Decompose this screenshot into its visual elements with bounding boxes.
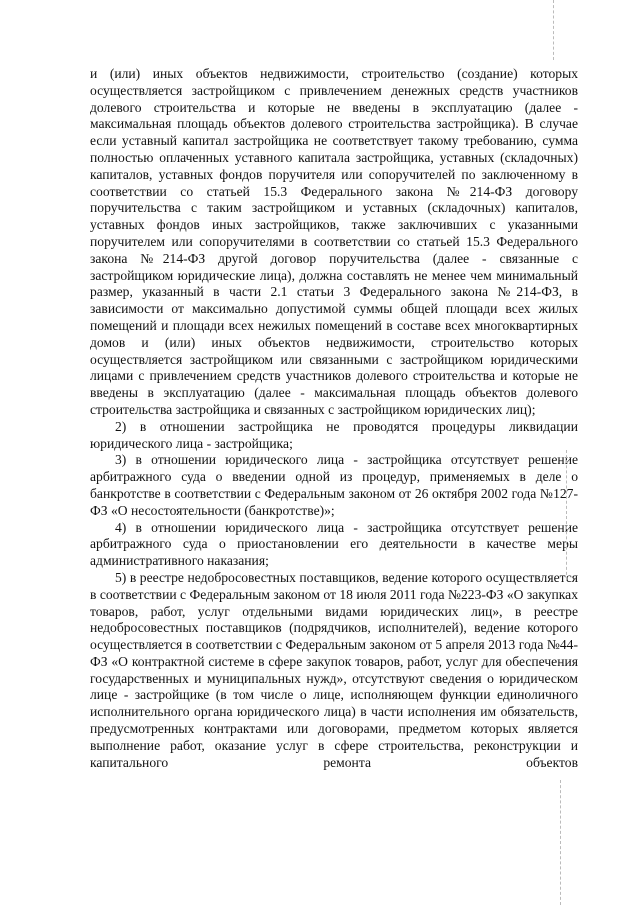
- scan-artifact-line: [566, 450, 567, 580]
- document-body: [90, 66, 578, 771]
- paragraph-item-3: 3) в отношении юридического лица - застройщика отсутствует решение арбитражного суда о введении одной из процедур, применяемых в деле о банкротстве в соответствии с Федеральным законом от 26 октября 2002 года №127-ФЗ «О несостоятельности (банкротстве)»;: [90, 452, 578, 518]
- paragraph-item-5: 5) в реестре недобросовестных поставщиков, ведение которого осуществляется в соответствии с Федеральным законом от 18 июля 2011 года №223-ФЗ «О закупках товаров, работ, услуг отдельными видами юридических лиц», в реестре недобросовестных поставщиков (подрядчиков, исполнителей), ведение которого осуществляется в соответствии с Федеральным законом от 5 апреля 2013 года №44-ФЗ «О контрактной системе в сфере закупок товаров, работ, услуг для обеспечения государственных и муниципальных нужд», отсутствуют сведения о юридическом лице - застройщике (в том числе о лице, исполняющем функции единоличного исполнительного органа юридического лица) в части исполнения им обязательств, предусмотренных контрактами или договорами, предметом которых является выполнение работ, оказание услуг в сфере строительства, реконструкции и капитального ремонта объектов: [90, 569, 578, 770]
- paragraph-item-2: 2) в отношении застройщика не проводятся процедуры ликвидации юридического лица - застройщика;: [90, 418, 578, 451]
- paragraph-continuation: и (или) иных объектов недвижимости, строительство (создание) которых осуществляется застройщиком с привлечением денежных средств участников долевого строительства и которые не введены в эксплуатацию (далее - максимальная площадь объектов долевого строительства застройщика). В случае если уставный капитал застройщика не соответствует такому требованию, сумма полностью оплаченных уставного капитала застройщика, уставных (складочных) капиталов, уставных фондов поручителя или сопоручителей по заключенному в соответствии со статьей 15.3 Федерального закона №214-ФЗ договору поручительства с таким застройщиком и уставных (складочных) капиталов, уставных фондов иных застройщиков, также заключивших с указанными поручителем или сопоручителями в соответствии со статьей 15.3 Федерального закона №214-ФЗ другой договор поручительства (далее - связанные с застройщиком юридические лица), должна составлять не менее чем минимальный размер, указанный в части 2.1 статьи 3 Федерального закона №214-ФЗ, в зависимости от максимально допустимой суммы общей площади всех жилых помещений и площади всех нежилых помещений в составе всех многоквартирных домов и (или) иных объектов недвижимости, строительство которых осуществляется застройщиком или связанными с застройщиком юридическими лицами с привлечением средств участников долевого строительства и которые не введены в эксплуатацию (далее - максимальная площадь объектов долевого строительства застройщика и связанных с застройщиком юридических лиц);: [90, 66, 578, 417]
- scan-artifact-line: [560, 780, 561, 905]
- scan-artifact-line: [553, 0, 554, 60]
- paragraph-item-4: 4) в отношении юридического лица - застройщика отсутствует решение арбитражного суда о приостановлении его деятельности в качестве меры административного наказания;: [90, 519, 578, 569]
